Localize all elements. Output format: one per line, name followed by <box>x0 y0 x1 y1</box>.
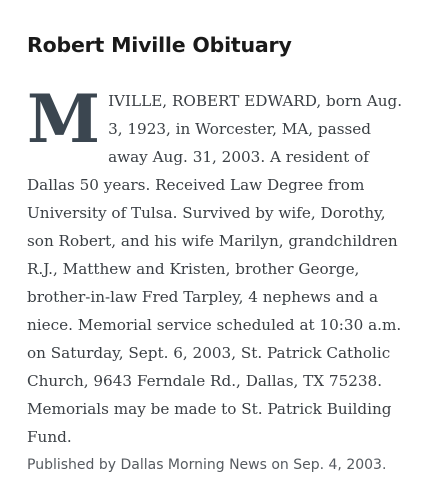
published-by-line: Published by Dallas Morning News on Sep. 4, 2003. <box>27 457 387 473</box>
obituary-text: IVILLE, ROBERT EDWARD, born Aug. 3, 1923, in Worcester, MA, passed away Aug. 31, 2003. A resident of Dallas 50 years. Received Law Degree from University of Tulsa. Survived by wife, Dorothy, son Robert, and his wife Marilyn, grandchildren R.J., Matthew and Kristen, brother George, brother-in-law Fred Tarpley, 4 nephews and a niece. Memorial service scheduled at 10:30 a.m. on Saturday, Sept. 6, 2003, St. Patrick Catholic Church, 9643 Ferndale Rd., Dallas, TX 75238. Memorials may be made to St. Patrick Building Fund. <box>27 92 403 446</box>
obituary-container <box>27 30 411 475</box>
obituary-body <box>27 80 411 451</box>
drop-cap: M <box>27 80 101 158</box>
page-title: Robert Miville Obituary <box>27 33 292 57</box>
